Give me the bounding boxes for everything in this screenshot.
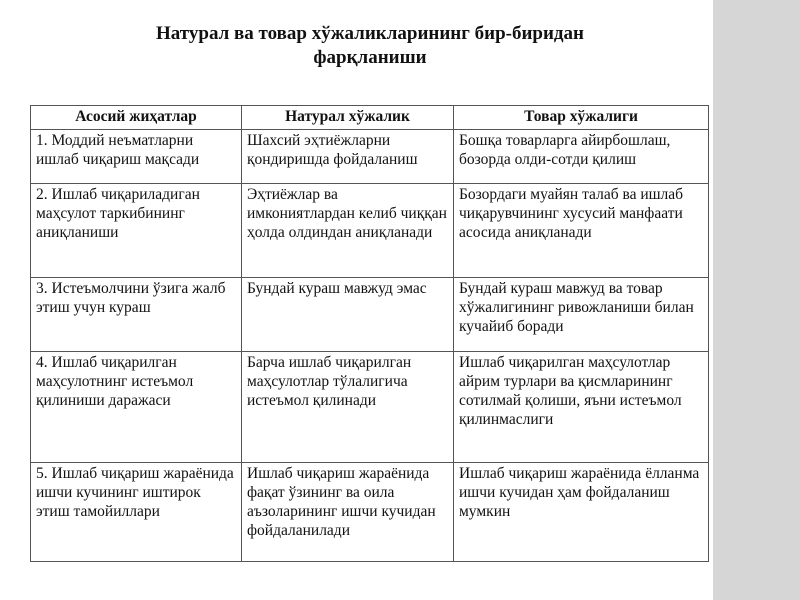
table-cell: 2. Ишлаб чиқариладиган маҳсулот таркибининг аниқланиши — [31, 184, 242, 278]
table-cell: Ишлаб чиқариш жараёнида фақат ўзининг ва оила аъзоларининг ишчи кучидан фойдаланилади — [242, 463, 454, 562]
comparison-table — [30, 105, 709, 562]
table-cell: Ишлаб чиқарилган маҳсулотлар айрим турлари ва қисмларининг сотилмай қолиши, яъни истеъмол қилинмаслиги — [454, 352, 709, 463]
table-cell: 5. Ишлаб чиқариш жараёнида ишчи кучининг иштирок этиш тамойиллари — [31, 463, 242, 562]
table-cell: 3. Истеъмолчини ўзига жалб этиш учун кураш — [31, 278, 242, 352]
column-header-aspects: Асосий жиҳатлар — [31, 106, 242, 130]
table-row — [31, 352, 709, 463]
table-cell: Бундай кураш мавжуд эмас — [242, 278, 454, 352]
table-row — [31, 130, 709, 184]
table-cell: Бундай кураш мавжуд ва товар хўжалигининг ривожланиши билан кучайиб боради — [454, 278, 709, 352]
column-header-commodity: Товар хўжалиги — [454, 106, 709, 130]
column-header-natural: Натурал хўжалик — [242, 106, 454, 130]
page-title — [30, 22, 710, 70]
table-cell: 4. Ишлаб чиқарилган маҳсулотнинг истеъмол қилиниши даражаси — [31, 352, 242, 463]
table-cell: Бошқа товарларга айирбошлаш, бозорда олди-сотди қилиш — [454, 130, 709, 184]
table-row — [31, 278, 709, 352]
table-cell: 1. Моддий неъматларни ишлаб чиқариш мақсади — [31, 130, 242, 184]
title-line-2: фарқланиши — [313, 47, 427, 68]
table-cell: Шахсий эҳтиёжларни қондиришда фойдаланиш — [242, 130, 454, 184]
table-row — [31, 184, 709, 278]
table-cell: Эҳтиёжлар ва имкониятлардан келиб чиққан ҳолда олдиндан аниқланади — [242, 184, 454, 278]
title-line-1: Натурал ва товар хўжаликларининг бир-биридан — [156, 23, 584, 44]
table-header-row — [31, 106, 709, 130]
table-row — [31, 463, 709, 562]
table-cell: Ишлаб чиқариш жараёнида ёлланма ишчи кучидан ҳам фойдаланиш мумкин — [454, 463, 709, 562]
table-cell: Бозордаги муайян талаб ва ишлаб чиқарувчининг хусусий манфаати асосида аниқланади — [454, 184, 709, 278]
table-cell: Барча ишлаб чиқарилган маҳсулотлар тўлалигича истеъмол қилинади — [242, 352, 454, 463]
side-panel — [713, 0, 800, 600]
